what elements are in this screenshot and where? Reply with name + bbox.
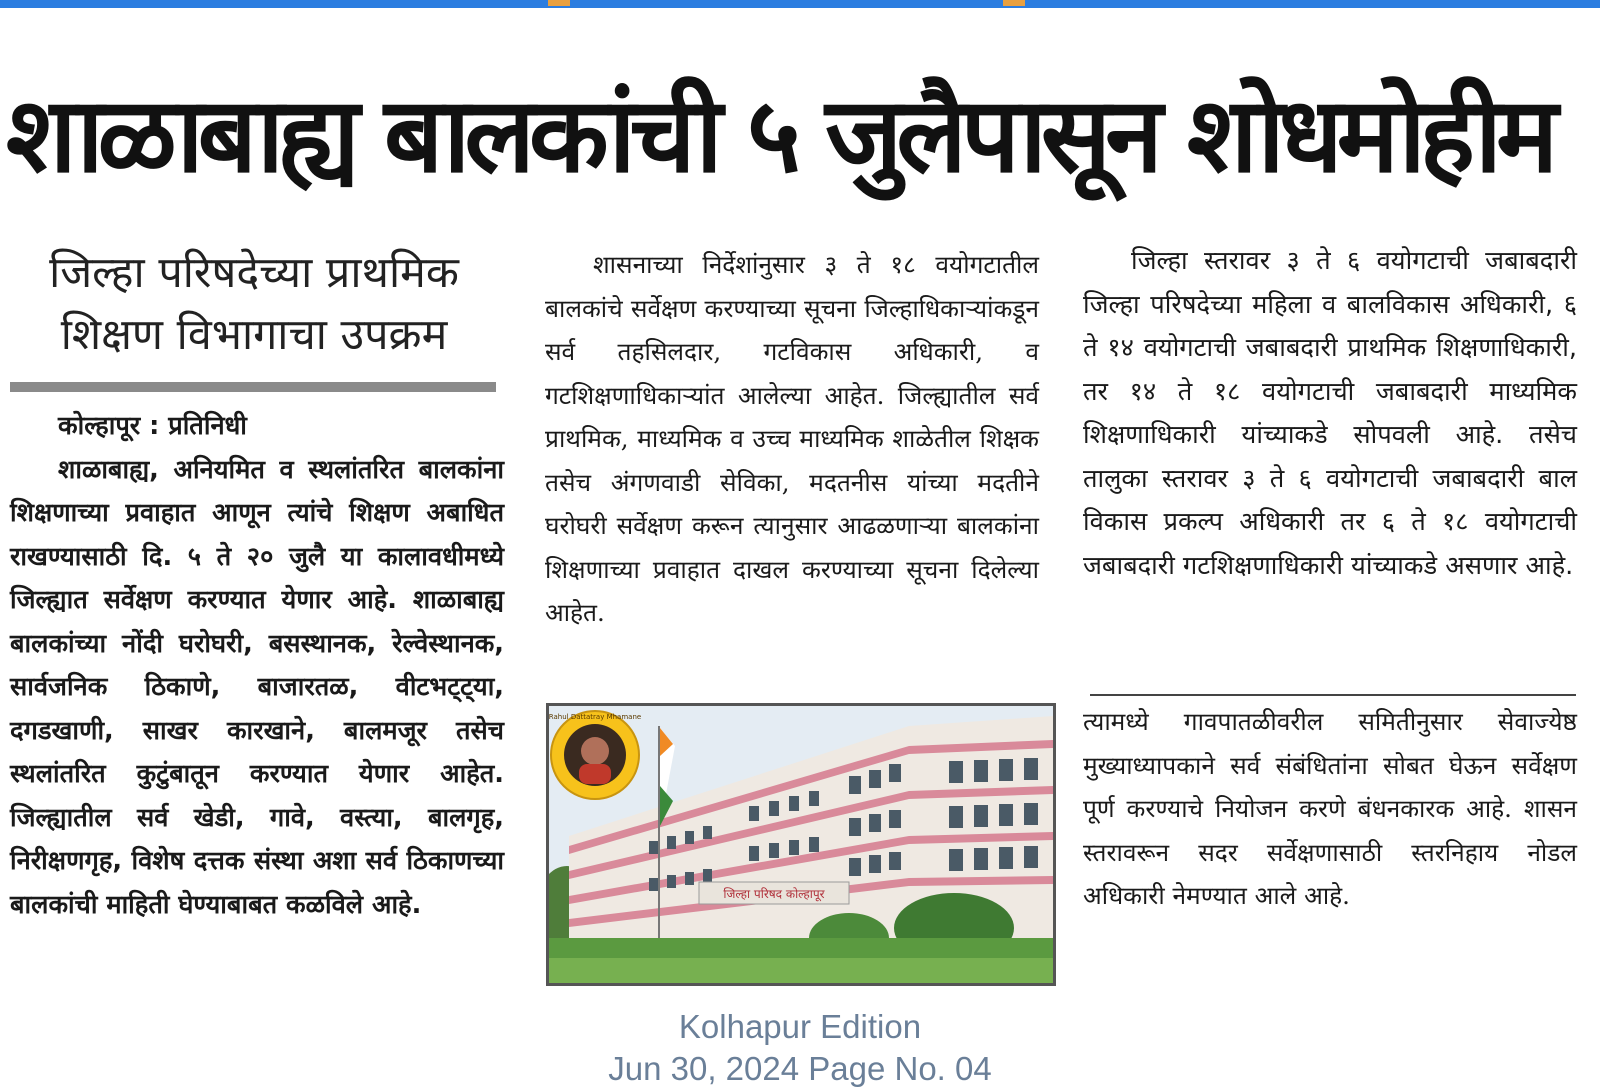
building-sign: जिल्हा परिषद कोल्हापूर — [723, 887, 825, 901]
article-headline: शाळाबाह्य बालकांची ५ जुलैपासून शोधमोहीम — [6, 74, 1553, 196]
article-column-3 — [1083, 240, 1577, 588]
dateline: कोल्हापूर : प्रतिनिधी — [58, 411, 247, 441]
column-3-divider — [1090, 694, 1576, 696]
article-photo — [546, 703, 1056, 986]
column-3-body: जिल्हा स्तरावर ३ ते ६ वयोगटाची जबाबदारी जिल्हा परिषदेच्या महिला व बालविकास अधिकारी, ६ ते १४ वयोगटाची जबाबदारी प्राथमिक शिक्षणाधिकारी, तर १४ ते १८ वयोगटाची जबाबदारी माध्यमिक शिक्षणाधिकारी यांच्याकडे सोपवली आहे. तसेच तालुका स्तरावर ३ ते ६ वयोगटाची जबाबदारी बाल विकास प्रकल्प अधिकारी तर ६ ते १८ वयोगटाची जबाबदारी गटशिक्षणाधिकारी यांच्याकडे असणार आहे. — [1083, 246, 1577, 581]
article-column-1 — [10, 405, 504, 927]
top-bar-tab-right — [1003, 0, 1025, 6]
column-1-body: शाळाबाह्य, अनियमित व स्थलांतरित बालकांना शिक्षणाच्या प्रवाहात आणून त्यांचे शिक्षण अबाधित राखण्यासाठी दि. ५ ते २० जुलै या कालावधीमध्ये जिल्ह्यात सर्वेक्षण करण्यात येणार आहे. शाळाबाह्य बालकांच्या नोंदी घरोघरी, बसस्थानक, रेल्वेस्थानक, सार्वजनिक ठिकाणे, बाजारतळ, वीटभट्ट्या, दगडखाणी, साखर कारखाने, बालमजूर तसेच स्थलांतरित कुटुंबातून करण्यात येणार आहेत. जिल्ह्यातील सर्व खेडी, गावे, वस्त्या, बालगृह, निरीक्षणगृह, विशेष दत्तक संस्था अशा सर्व ठिकाणच्या बालकांची माहिती घेण्याबाबत कळविले आहे. — [10, 454, 504, 920]
badge-caption: Rahul Dattatray Mhamane — [549, 713, 642, 721]
article-column-2 — [545, 243, 1039, 635]
edition-label: Kolhapur Edition — [678, 1008, 922, 1045]
date-page-label: Jun 30, 2024 Page No. 04 — [608, 1050, 992, 1087]
column-2-body: शासनाच्या निर्देशांनुसार ३ ते १८ वयोगटातील बालकांचे सर्वेक्षण करण्याच्या सूचना जिल्हाधिकाऱ्यांकडून सर्व तहसिलदार, गटविकास अधिकारी, व गटशिक्षणाधिकाऱ्यांत आलेल्या आहेत. जिल्ह्यातील सर्व प्राथमिक, माध्यमिक व उच्च माध्यमिक शाळेतील शिक्षक तसेच अंगणवाडी सेविका, मदतनीस यांच्या मदतीने घरोघरी सर्वेक्षण करून त्यानुसार आढळणाऱ्या बालकांना शिक्षणाच्या प्रवाहात दाखल करण्याच्या सूचना दिलेल्या आहेत. — [545, 250, 1039, 627]
column-3-body-2: त्यामध्ये गावपातळीवरील समितीनुसार सेवाज्येष्ठ मुख्याध्यापकाने सर्व संबंधितांना सोबत घेऊन सर्वेक्षण पूर्ण करण्याचे नियोजन करणे बंधनकारक आहे. शासन स्तरावरून सदर सर्वेक्षणासाठी स्तरनिहाय नोडल अधिकारी नेमण्यात आले आहे. — [1083, 707, 1577, 910]
top-accent-bar — [0, 0, 1600, 8]
article-subheading: जिल्हा परिषदेच्या प्राथमिक शिक्षण विभागाचा उपक्रम — [49, 248, 459, 360]
article-column-3-continued — [1083, 700, 1577, 918]
subheading-divider — [10, 382, 496, 392]
building-photo-illustration — [549, 706, 1053, 983]
top-bar-tab-left — [548, 0, 570, 6]
